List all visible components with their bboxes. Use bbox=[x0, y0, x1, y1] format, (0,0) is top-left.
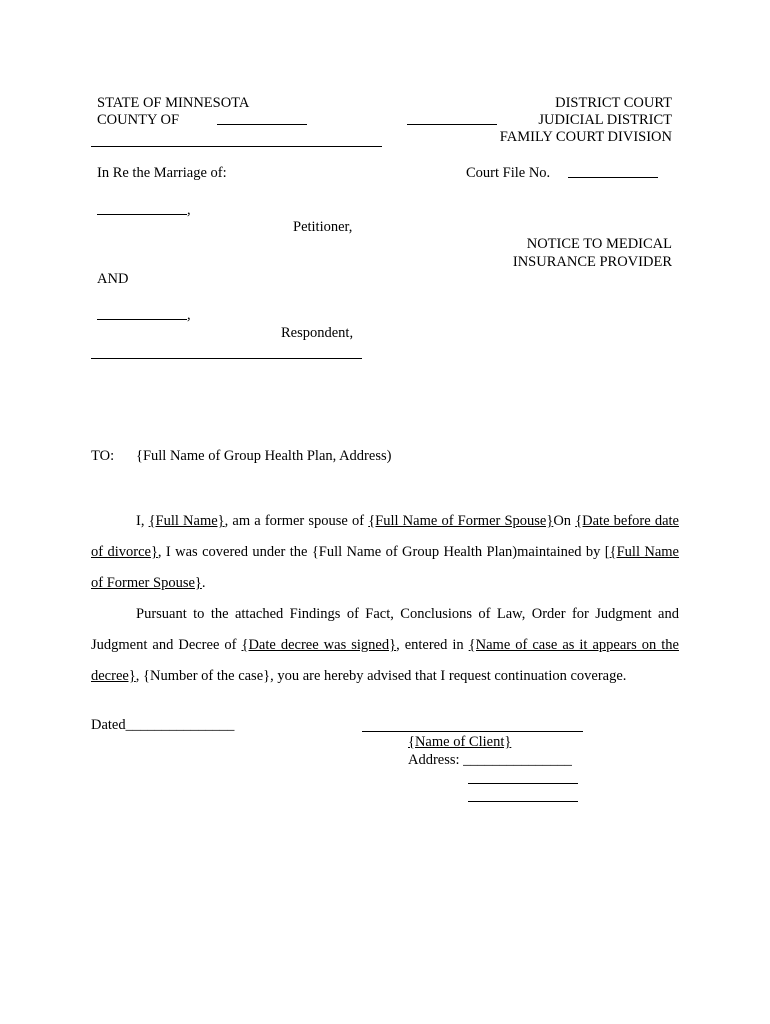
former-spouse-field[interactable]: {Full Name of Former Spouse} bbox=[368, 513, 554, 529]
p2-text-3: , {Number of the case}, you are hereby advised that I request continuation coverage. bbox=[135, 668, 627, 684]
paragraph-2 bbox=[91, 599, 679, 692]
p2-text-1: Pursuant to the attached Findings of Fact, Conclusions of Law, Order for Judgment and Judgment and Decree of bbox=[91, 606, 679, 653]
document-title-line1: NOTICE TO MEDICAL bbox=[526, 236, 672, 252]
address-field[interactable]: Address: _______________ bbox=[408, 752, 572, 768]
and-label: AND bbox=[97, 271, 129, 287]
district-blank[interactable] bbox=[407, 124, 497, 125]
court-file-label: Court File No. bbox=[466, 165, 551, 181]
respondent-comma: , bbox=[187, 307, 191, 323]
paragraph-1 bbox=[91, 506, 679, 599]
petitioner-label: Petitioner, bbox=[293, 219, 353, 235]
caption-divider-top bbox=[91, 146, 382, 147]
address-line-2[interactable] bbox=[468, 783, 578, 784]
full-name-field[interactable]: {Full Name} bbox=[148, 513, 225, 529]
p1-text-2: , am a former spouse of bbox=[224, 513, 369, 529]
case-name-field[interactable]: {Name of case as it appears on the decree} bbox=[91, 637, 679, 684]
court-name: DISTRICT COURT bbox=[555, 95, 672, 111]
court-file-blank[interactable] bbox=[568, 177, 658, 178]
date-before-divorce-field[interactable]: {Date before date of divorce} bbox=[91, 513, 679, 560]
state-name: STATE OF MINNESOTA bbox=[97, 95, 250, 111]
document-title-line2: INSURANCE PROVIDER bbox=[512, 254, 672, 270]
to-label: TO: bbox=[91, 448, 115, 464]
court-division: FAMILY COURT DIVISION bbox=[499, 129, 672, 145]
client-name-field[interactable]: {Name of Client} bbox=[408, 734, 512, 750]
signature-line[interactable] bbox=[362, 731, 583, 732]
caption-divider-bottom bbox=[91, 358, 362, 359]
p1-text-1: I, bbox=[136, 513, 149, 529]
county-blank[interactable] bbox=[217, 124, 307, 125]
decree-date-field[interactable]: {Date decree was signed} bbox=[241, 637, 397, 653]
respondent-name-blank[interactable] bbox=[97, 319, 187, 320]
p2-text-2: , entered in bbox=[396, 637, 469, 653]
judicial-district: JUDICIAL DISTRICT bbox=[538, 112, 672, 128]
dated-field[interactable]: Dated_______________ bbox=[91, 717, 235, 733]
p1-text-4: , I was covered under the {Full Name of Group Health Plan)maintained by [ bbox=[157, 544, 610, 560]
petitioner-comma: , bbox=[187, 202, 191, 218]
respondent-label: Respondent, bbox=[281, 325, 354, 341]
p1-text-3: On bbox=[553, 513, 576, 529]
p1-text-5: . bbox=[201, 575, 206, 591]
in-re-label: In Re the Marriage of: bbox=[97, 165, 227, 181]
former-spouse-field-2[interactable]: {Full Name of Former Spouse} bbox=[91, 544, 679, 591]
county-label: COUNTY OF bbox=[97, 112, 180, 128]
address-line-3[interactable] bbox=[468, 801, 578, 802]
petitioner-name-blank[interactable] bbox=[97, 214, 187, 215]
to-recipient: {Full Name of Group Health Plan, Address) bbox=[136, 448, 392, 464]
